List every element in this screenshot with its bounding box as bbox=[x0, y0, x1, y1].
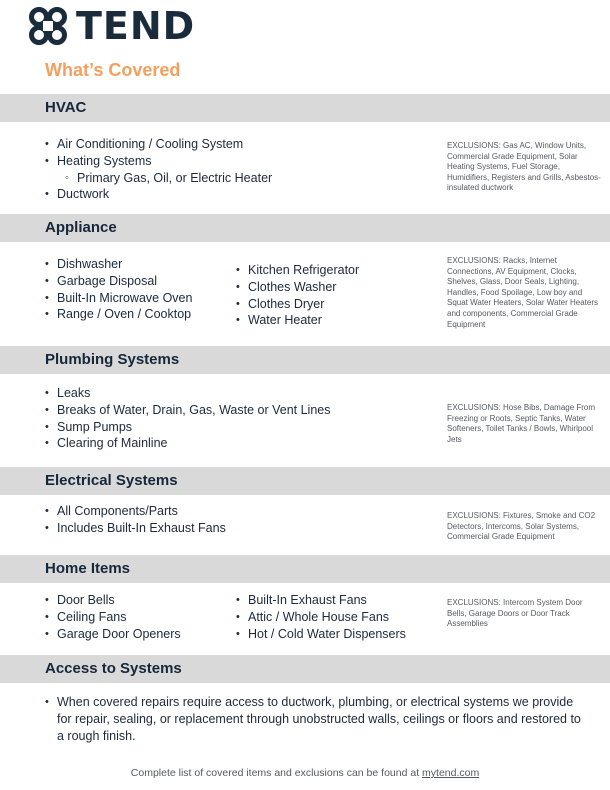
list-item: • Ductwork bbox=[45, 186, 272, 203]
footer-link[interactable]: mytend.com bbox=[422, 767, 480, 779]
section-header-plumbing bbox=[0, 346, 610, 374]
list-item: • Range / Oven / Cooktop bbox=[45, 306, 192, 323]
brand-name: TEND bbox=[76, 4, 196, 48]
section-header-hvac bbox=[0, 94, 610, 122]
section-heading: Home Items bbox=[45, 560, 131, 577]
list-item: • Door Bells bbox=[45, 592, 181, 609]
list-item: • Kitchen Refrigerator bbox=[236, 262, 359, 279]
section-heading: Appliance bbox=[45, 219, 117, 236]
hvac-exclusions: EXCLUSIONS: Gas AC, Window Units, Commercial Grade Equipment, Solar Heating Systems, Fuel Storage, Humidifiers, Registers and Grills, Asbestos-insulated ductwork bbox=[447, 141, 601, 193]
tend-logo bbox=[28, 6, 195, 46]
list-subitem: ◦ Primary Gas, Oil, or Electric Heater bbox=[45, 170, 272, 187]
list-item: • Clearing of Mainline bbox=[45, 435, 331, 452]
home-items-list-col2 bbox=[236, 592, 406, 642]
tend-logo-icon bbox=[28, 6, 68, 46]
home-items-list-col1 bbox=[45, 592, 181, 642]
list-item: • Leaks bbox=[45, 385, 331, 402]
list-item: • Heating Systems bbox=[45, 153, 272, 170]
section-heading: Access to Systems bbox=[45, 660, 182, 677]
list-item: • Includes Built-In Exhaust Fans bbox=[45, 520, 226, 537]
appliance-list-col2 bbox=[236, 262, 359, 329]
page-title: What’s Covered bbox=[45, 60, 181, 80]
electrical-exclusions: EXCLUSIONS: Fixtures, Smoke and CO2 Detectors, Intercoms, Solar Systems, Commercial Grade Equipment bbox=[447, 511, 596, 542]
section-heading: Plumbing Systems bbox=[45, 351, 180, 368]
list-item: • All Components/Parts bbox=[45, 503, 226, 520]
list-item: • Garbage Disposal bbox=[45, 273, 192, 290]
list-item: • Clothes Washer bbox=[236, 279, 359, 296]
section-header-appliance bbox=[0, 214, 610, 242]
list-item: • Attic / Whole House Fans bbox=[236, 609, 406, 626]
list-item: • Clothes Dryer bbox=[236, 296, 359, 313]
appliance-list-col1 bbox=[45, 256, 192, 323]
list-item: • Hot / Cold Water Dispensers bbox=[236, 626, 406, 643]
section-heading: Electrical Systems bbox=[45, 472, 178, 489]
plumbing-exclusions: EXCLUSIONS: Hose Bibs, Damage From Freezing or Roots, Septic Tanks, Water Softeners, Toilet Tanks / Bowls, Whirlpool Jets bbox=[447, 403, 596, 444]
list-item: • Garage Door Openers bbox=[45, 626, 181, 643]
list-item: • Water Heater bbox=[236, 312, 359, 329]
plumbing-list bbox=[45, 385, 331, 452]
footer-note bbox=[0, 766, 610, 780]
footer-text: Complete list of covered items and exclusions can be found at bbox=[130, 767, 423, 779]
list-item: • Sump Pumps bbox=[45, 419, 331, 436]
section-heading: HVAC bbox=[45, 99, 87, 116]
list-item: • Air Conditioning / Cooling System bbox=[45, 136, 272, 153]
list-item: • Ceiling Fans bbox=[45, 609, 181, 626]
electrical-list bbox=[45, 503, 226, 537]
appliance-exclusions: EXCLUSIONS: Racks, Internet Connections, AV Equipment, Clocks, Shelves, Glass, Door Seals, Lighting, Handles, Food Spoilage, Low boy and Squat Water Heaters, Solar Water Heaters and components, Commercial Grade Equipment bbox=[447, 256, 599, 329]
section-header-access bbox=[0, 655, 610, 683]
hvac-list bbox=[45, 136, 272, 203]
list-item: • Breaks of Water, Drain, Gas, Waste or Vent Lines bbox=[45, 402, 331, 419]
section-header-electrical bbox=[0, 467, 610, 495]
access-list bbox=[45, 694, 585, 744]
section-header-home-items bbox=[0, 555, 610, 583]
list-item: • Dishwasher bbox=[45, 256, 192, 273]
list-item: • When covered repairs require access to ductwork, plumbing, or electrical systems we provide for repair, sealing, or replacement through unobstructed walls, ceilings or floors and restored to a rough finish. bbox=[45, 694, 585, 744]
list-item: • Built-In Microwave Oven bbox=[45, 290, 192, 307]
home-items-exclusions: EXCLUSIONS: Intercom System Door Bells, Garage Doors or Door Track Assemblies bbox=[447, 598, 583, 629]
list-item: • Built-In Exhaust Fans bbox=[236, 592, 406, 609]
